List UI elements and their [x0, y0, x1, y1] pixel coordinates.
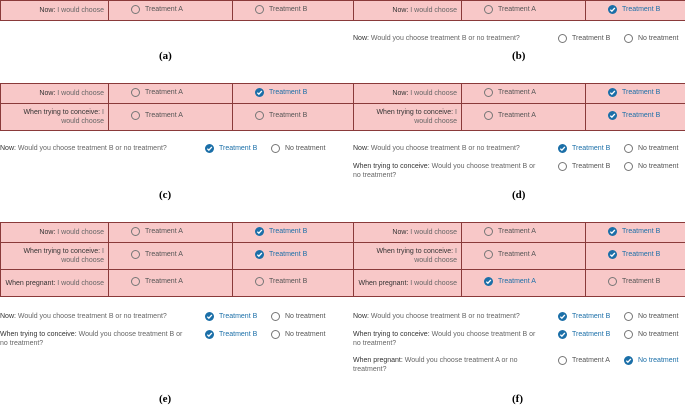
treatment-b-option[interactable] [608, 88, 660, 97]
no-treatment-answer[interactable] [624, 330, 678, 339]
choice-grid [0, 0, 357, 21]
label-text: Would you choose treatment B or no treatment? [353, 163, 536, 179]
label-lead: When trying to conceive: [0, 331, 77, 338]
grid-row [354, 223, 685, 243]
label-lead: When pregnant: [353, 357, 403, 364]
radio-empty-icon [131, 277, 140, 286]
label-lead: Now: [0, 313, 16, 320]
option-cell [462, 243, 586, 270]
label-text: Would you choose treatment B or no treatment? [368, 35, 520, 42]
radio-empty-icon [484, 111, 493, 120]
label-lead: Now: [353, 145, 369, 152]
choice-grid [353, 83, 685, 131]
row-label [1, 84, 109, 104]
question-text [353, 356, 543, 374]
check-circle-icon [558, 144, 567, 153]
option-cell [586, 243, 685, 270]
question-text [353, 330, 543, 348]
label-text: I would choose [55, 229, 104, 236]
row-label [354, 270, 462, 297]
option-cell [233, 270, 357, 297]
choice-label: No treatment [285, 145, 326, 152]
option-cell [109, 270, 233, 297]
choice-label: Treatment B [219, 145, 258, 152]
label-lead: Now: [39, 90, 56, 97]
option-cell [109, 104, 233, 131]
option-cell [586, 223, 685, 243]
label-lead: Now: [39, 229, 56, 236]
no-treatment-answer[interactable] [271, 144, 325, 153]
no-treatment-answer[interactable] [271, 330, 325, 339]
check-circle-icon [255, 88, 264, 97]
row-label [354, 104, 462, 131]
choice-label: Treatment A [498, 227, 536, 235]
radio-empty-icon [624, 144, 633, 153]
choice-label: Treatment B [269, 278, 308, 285]
row-label [354, 243, 462, 270]
choice-label: Treatment A [145, 227, 183, 235]
row-label [1, 223, 109, 243]
option-cell [109, 84, 233, 104]
label-lead: When trying to conceive: [353, 331, 430, 338]
check-circle-icon [624, 356, 633, 365]
choice-label: Treatment B [622, 251, 661, 258]
choice-label: Treatment B [219, 313, 258, 320]
panel-f [353, 222, 685, 412]
treatment-b-answer[interactable] [558, 162, 610, 171]
follow-up-question [353, 330, 685, 348]
choice-label: No treatment [638, 145, 679, 152]
check-circle-icon [205, 144, 214, 153]
grid-row [1, 84, 357, 104]
check-circle-icon [608, 250, 617, 259]
choice-label: Treatment A [145, 5, 183, 13]
option-cell [233, 223, 357, 243]
check-circle-icon [608, 88, 617, 97]
treatment-a-option[interactable] [484, 88, 536, 97]
no-treatment-answer[interactable] [624, 312, 678, 321]
treatment-b-answer[interactable] [205, 330, 257, 339]
treatment-a-option[interactable] [484, 277, 536, 286]
choice-grid [0, 222, 357, 297]
treatment-b-option[interactable] [255, 5, 307, 14]
grid-row [354, 1, 685, 21]
choice-grid [353, 0, 685, 21]
option-cell [109, 1, 233, 21]
treatment-b-option[interactable] [608, 5, 660, 14]
label-text: I would choose [408, 279, 457, 287]
treatment-a-option[interactable] [484, 250, 536, 259]
treatment-b-option[interactable] [608, 111, 660, 120]
treatment-b-option[interactable] [255, 111, 307, 120]
choice-label: Treatment B [269, 5, 308, 13]
radio-empty-icon [484, 5, 493, 14]
choice-label: Treatment B [269, 112, 308, 119]
choice-grid [0, 83, 357, 131]
radio-empty-icon [255, 111, 264, 120]
row-label [1, 243, 109, 270]
check-circle-icon [205, 312, 214, 321]
grid-row [354, 84, 685, 104]
check-circle-icon [608, 111, 617, 120]
label-lead: Now: [353, 313, 369, 320]
treatment-b-answer[interactable] [558, 34, 610, 43]
panel-e [0, 222, 340, 412]
treatment-b-answer[interactable] [558, 330, 610, 339]
radio-empty-icon [558, 34, 567, 43]
grid-row [1, 104, 357, 131]
label-text: Would you choose treatment B or no treatment? [15, 313, 167, 320]
label-lead: When trying to conceive: [376, 109, 454, 116]
option-cell [462, 1, 586, 21]
choice-label: Treatment B [572, 331, 611, 338]
treatment-b-option[interactable] [608, 250, 660, 259]
option-cell [109, 223, 233, 243]
label-lead: When trying to conceive: [23, 248, 101, 255]
option-cell [233, 1, 357, 21]
check-circle-icon [608, 5, 617, 14]
label-text: I would choose [408, 229, 457, 236]
choice-label: Treatment B [572, 313, 611, 320]
treatment-b-option[interactable] [255, 277, 307, 286]
follow-up-question [0, 330, 332, 348]
label-text: I would choose [55, 279, 104, 287]
treatment-b-option[interactable] [255, 227, 307, 236]
label-text: I would choose [61, 109, 104, 125]
option-cell [462, 84, 586, 104]
radio-empty-icon [624, 312, 633, 321]
radio-empty-icon [271, 312, 280, 321]
row-label [1, 1, 109, 21]
choice-label: Treatment A [145, 88, 183, 96]
treatment-b-option[interactable] [608, 227, 660, 236]
option-cell [233, 84, 357, 104]
caption-f: (f) [512, 393, 523, 405]
choice-label: Treatment A [145, 112, 183, 119]
question-text [353, 144, 553, 153]
option-cell [109, 243, 233, 270]
question-text [353, 162, 543, 180]
check-circle-icon [558, 312, 567, 321]
choice-label: Treatment B [572, 163, 611, 170]
option-cell [233, 104, 357, 131]
grid-row [354, 104, 685, 131]
radio-empty-icon [624, 162, 633, 171]
choice-label: Treatment A [498, 5, 536, 13]
choice-label: No treatment [638, 163, 679, 170]
row-label [354, 223, 462, 243]
label-text: Would you choose treatment B or no treatment? [15, 145, 167, 152]
label-lead: Now: [353, 35, 369, 42]
follow-up-question [353, 312, 685, 321]
label-text: I would choose [61, 248, 104, 264]
option-cell [462, 104, 586, 131]
label-text: I would choose [414, 109, 457, 125]
follow-up-question [0, 144, 332, 153]
option-cell [462, 223, 586, 243]
question-text [0, 144, 200, 153]
check-circle-icon [255, 227, 264, 236]
label-lead: Now: [392, 229, 409, 236]
follow-up-question [0, 312, 332, 321]
choice-label: Treatment B [269, 251, 308, 258]
choice-label: Treatment A [572, 357, 610, 364]
label-lead: When trying to conceive: [23, 109, 101, 116]
grid-row [1, 1, 357, 21]
option-cell [462, 270, 586, 297]
radio-empty-icon [624, 34, 633, 43]
grid-row [354, 243, 685, 270]
choice-label: Treatment B [269, 88, 308, 96]
radio-empty-icon [131, 250, 140, 259]
treatment-b-answer[interactable] [205, 312, 257, 321]
treatment-a-answer[interactable] [558, 356, 610, 365]
choice-label: Treatment A [498, 251, 536, 258]
choice-label: No treatment [638, 35, 679, 42]
radio-empty-icon [484, 227, 493, 236]
choice-label: No treatment [285, 331, 326, 338]
check-circle-icon [558, 330, 567, 339]
option-cell [586, 1, 685, 21]
label-text: Would you choose treatment B or no treatment? [353, 331, 536, 347]
grid-row [1, 223, 357, 243]
radio-empty-icon [608, 277, 617, 286]
label-text: Would you choose treatment A or no treatment? [353, 357, 518, 373]
radio-empty-icon [484, 88, 493, 97]
option-cell [586, 84, 685, 104]
follow-up-question [353, 356, 685, 374]
radio-empty-icon [271, 330, 280, 339]
question-text [0, 312, 200, 321]
choice-label: Treatment B [269, 227, 308, 235]
label-text: I would choose [408, 90, 457, 97]
choice-label: Treatment B [622, 227, 661, 235]
check-circle-icon [608, 227, 617, 236]
treatment-a-option[interactable] [484, 227, 536, 236]
label-text: Would you choose treatment B or no treatment? [368, 313, 520, 320]
label-lead: When trying to conceive: [376, 248, 454, 255]
caption-e: (e) [159, 393, 172, 405]
choice-label: Treatment A [498, 112, 536, 119]
no-treatment-answer[interactable] [624, 356, 678, 365]
choice-label: Treatment B [622, 5, 661, 13]
no-treatment-answer[interactable] [271, 312, 325, 321]
choice-label: No treatment [638, 313, 679, 320]
treatment-a-option[interactable] [131, 250, 183, 259]
treatment-b-answer[interactable] [205, 144, 257, 153]
grid-row [1, 270, 357, 297]
no-treatment-answer[interactable] [624, 34, 678, 43]
treatment-a-option[interactable] [484, 5, 536, 14]
label-lead: When pregnant: [5, 279, 56, 287]
choice-label: No treatment [638, 331, 679, 338]
treatment-a-option[interactable] [484, 111, 536, 120]
radio-empty-icon [484, 250, 493, 259]
radio-empty-icon [558, 356, 567, 365]
label-lead: When pregnant: [358, 279, 409, 287]
choice-label: No treatment [638, 357, 679, 364]
caption-b: (b) [512, 50, 526, 62]
caption-a: (a) [159, 50, 172, 62]
radio-empty-icon [558, 162, 567, 171]
label-text: Would you choose treatment B or no treatment? [368, 145, 520, 152]
choice-label: Treatment A [145, 278, 183, 285]
label-lead: Now: [39, 7, 56, 14]
label-lead: Now: [392, 7, 409, 14]
label-lead: Now: [0, 145, 16, 152]
choice-label: Treatment A [498, 88, 536, 96]
label-lead: When trying to conceive: [353, 163, 430, 170]
follow-up-question [353, 162, 685, 180]
row-label [1, 270, 109, 297]
radio-empty-icon [271, 144, 280, 153]
row-label [354, 84, 462, 104]
treatment-b-answer[interactable] [558, 312, 610, 321]
label-text: I would choose [408, 7, 457, 14]
treatment-a-option[interactable] [131, 111, 183, 120]
choice-grid [353, 222, 685, 297]
radio-empty-icon [255, 5, 264, 14]
label-text: I would choose [55, 7, 104, 14]
row-label [1, 104, 109, 131]
grid-row [1, 243, 357, 270]
radio-empty-icon [131, 5, 140, 14]
check-circle-icon [484, 277, 493, 286]
question-text [0, 330, 190, 348]
choice-label: Treatment A [145, 251, 183, 258]
radio-empty-icon [131, 88, 140, 97]
grid-row [354, 270, 685, 297]
radio-empty-icon [255, 277, 264, 286]
radio-empty-icon [131, 227, 140, 236]
follow-up-question [353, 144, 685, 153]
label-text: I would choose [55, 90, 104, 97]
no-treatment-answer[interactable] [624, 144, 678, 153]
choice-label: Treatment B [572, 145, 611, 152]
label-text: I would choose [414, 248, 457, 264]
option-cell [586, 270, 685, 297]
question-text [353, 312, 553, 321]
no-treatment-answer[interactable] [624, 162, 678, 171]
caption-c: (c) [159, 189, 172, 201]
option-cell [586, 104, 685, 131]
treatment-a-option[interactable] [131, 227, 183, 236]
treatment-b-answer[interactable] [558, 144, 610, 153]
choice-label: Treatment B [219, 331, 258, 338]
treatment-a-option[interactable] [131, 277, 183, 286]
treatment-a-option[interactable] [131, 88, 183, 97]
option-cell [233, 243, 357, 270]
label-text: Would you choose treatment B or no treatment? [0, 331, 183, 347]
check-circle-icon [255, 250, 264, 259]
question-text [353, 34, 553, 43]
label-lead: Now: [392, 90, 409, 97]
caption-d: (d) [512, 189, 526, 201]
check-circle-icon [205, 330, 214, 339]
treatment-b-option[interactable] [608, 277, 660, 286]
choice-label: Treatment B [622, 88, 661, 96]
row-label [354, 1, 462, 21]
choice-label: No treatment [285, 313, 326, 320]
choice-label: Treatment B [622, 112, 661, 119]
choice-label: Treatment B [622, 278, 661, 285]
radio-empty-icon [624, 330, 633, 339]
treatment-a-option[interactable] [131, 5, 183, 14]
choice-label: Treatment A [498, 278, 536, 285]
radio-empty-icon [131, 111, 140, 120]
treatment-b-option[interactable] [255, 250, 307, 259]
treatment-b-option[interactable] [255, 88, 307, 97]
follow-up-question [353, 34, 685, 43]
choice-label: Treatment B [572, 35, 611, 42]
